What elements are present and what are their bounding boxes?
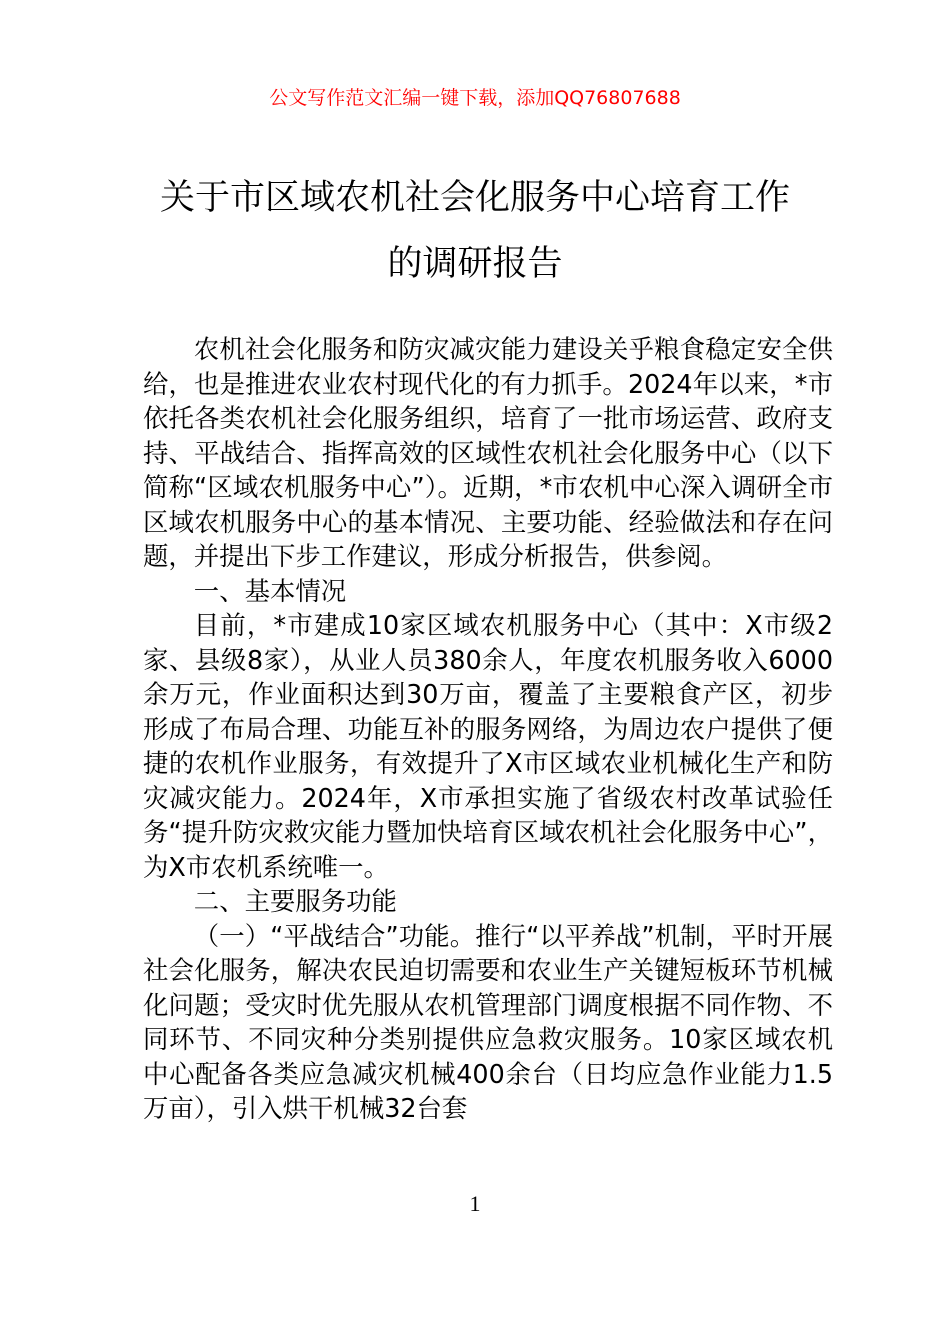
basic-situation-paragraph: 目前，*市建成10家区域农机服务中心（其中：X市级2家、县级8家），从业人员380余人，年度农机服务收入6000余万元，作业面积达到30万亩，覆盖了主要粮食产区，初步形成了布局合理、功能互补的服务网络，为周边农户提供了便捷的农机作业服务，有效提升了X市区域农业机械化生产和防灾减灾能力。2024年，X市承担实施了省级农村改革试验任务“提升防灾救灾能力暨加快培育区域农机社会化服务中心”，为X市农机系统唯一。 [143,610,833,882]
document-title-line-1: 关于市区域农机社会化服务中心培育工作 [159,178,790,218]
header-promo-note: 公文写作范文汇编一键下载，添加QQ76807688 [269,87,681,109]
document-body [143,332,833,1126]
document-title-line-2: 的调研报告 [387,244,563,284]
page-number: 1 [469,1191,481,1216]
intro-paragraph: 农机社会化服务和防灾减灾能力建设关乎粮食稳定安全供给，也是推进农业农村现代化的有力抓手。2024年以来，*市依托各类农机社会化服务组织，培育了一批市场运营、政府支持、平战结合、指挥高效的区域性农机社会化服务中心（以下简称“区域农机服务中心”）。近期，*市农机中心深入调研全市区域农机服务中心的基本情况、主要功能、经验做法和存在问题，并提出下步工作建议，形成分析报告，供参阅。 [143,334,833,571]
section-heading-functions: 二、主要服务功能 [193,886,397,916]
section-heading-basic: 一、基本情况 [193,575,347,606]
function-paragraph-1: （一）“平战结合”功能。推行“以平养战”机制，平时开展社会化服务，解决农民迫切需要和农业生产关键短板环节机械化问题；受灾时优先服从农机管理部门调度根据不同作物、不同环节、不同灾种分类别提供应急救灾服务。10家区域农机中心配备各类应急减灾机械400余台（日均应急作业能力1.5万亩），引入烘干机械32台套 [143,920,833,1123]
